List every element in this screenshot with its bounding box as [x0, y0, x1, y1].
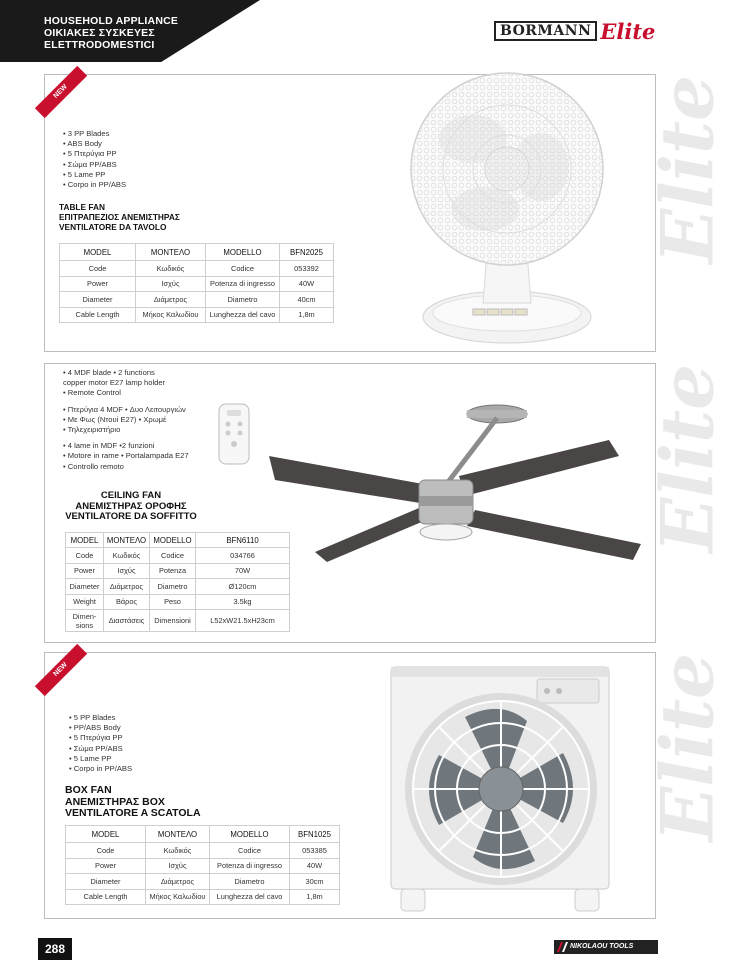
feature-list: [69, 713, 132, 774]
table-cell: L52xW21.5xH23cm: [196, 610, 290, 632]
table-cell: Weight: [66, 594, 104, 610]
table-row: [60, 261, 334, 277]
feature-item: • PP/ABS Body: [69, 723, 121, 733]
table-cell: Code: [60, 261, 136, 277]
table-cell: Power: [66, 858, 146, 874]
table-cell: Power: [60, 276, 136, 292]
table-cell: 40W: [290, 858, 340, 874]
remote-control-image: [215, 402, 253, 466]
category-title-it: ELETTRODOMESTICI: [44, 39, 155, 51]
table-cell: Diameter: [66, 874, 146, 890]
feature-item: • Σώμα PP/ABS: [69, 743, 123, 753]
feature-item: • Τηλεχειριστήριο: [63, 425, 121, 435]
table-header: ΜΟΝΤΕΛΟ: [104, 533, 150, 548]
table-cell: Ισχύς: [104, 563, 150, 579]
table-header: MODEL: [60, 244, 136, 261]
table-cell: Diametro: [206, 292, 280, 308]
table-cell: 053385: [290, 843, 340, 859]
table-cell: Lunghezza del cavo: [206, 307, 280, 323]
table-header: MODELLO: [206, 244, 280, 261]
table-cell: Βάρος: [104, 594, 150, 610]
table-cell: Potenza di ingresso: [206, 276, 280, 292]
logo-sub: Elite: [600, 18, 656, 44]
table-header: MODEL: [66, 826, 146, 843]
feature-item: • 5 Πτερύγια PP: [69, 733, 123, 743]
table-cell: Κωδικός: [104, 548, 150, 564]
table-header: BFN2025: [280, 244, 334, 261]
table-header: ΜΟΝΤΕΛΟ: [146, 826, 210, 843]
feature-item: • Corpo in PP/ABS: [63, 180, 127, 190]
table-cell: Ισχύς: [136, 276, 206, 292]
table-cell: Potenza: [150, 563, 196, 579]
table-row: [66, 610, 290, 632]
table-row: [66, 563, 290, 579]
feature-item: • Controllo remoto: [63, 461, 124, 471]
category-title: [44, 15, 178, 51]
category-title-gr: ΟΙΚΙΑΚΕΣ ΣΥΣΚΕΥΕΣ: [44, 27, 155, 39]
table-cell: Diameter: [60, 292, 136, 308]
table-row: [60, 276, 334, 292]
table-cell: Ισχύς: [146, 858, 210, 874]
ceiling-fan-image: [269, 392, 649, 562]
elite-watermark: Elite: [645, 364, 730, 553]
product-title-en: CEILING FAN: [100, 490, 162, 501]
table-cell: Peso: [150, 594, 196, 610]
table-cell: Dimen- sions: [66, 610, 104, 632]
bormann-elite-logo: [494, 18, 655, 44]
feature-item: • 3 PP Blades: [63, 129, 110, 138]
feature-list: [63, 368, 189, 472]
footer-brand-text: NIKOLAOU TOOLS: [570, 943, 634, 950]
table-cell: Ø120cm: [196, 579, 290, 595]
product-title-it: VENTILATORE DA TAVOLO: [59, 222, 167, 232]
product-title-en: BOX FAN: [65, 784, 112, 796]
product-title-gr: ΑΝΕΜΙΣΤΗΡΑΣ BOX: [65, 795, 165, 808]
feature-item: • Corpo in PP/ABS: [69, 764, 133, 774]
table-cell: 3.5kg: [196, 594, 290, 610]
table-cell: Cable Length: [60, 307, 136, 323]
table-cell: Code: [66, 548, 104, 564]
table-cell: 1,8m: [280, 307, 334, 323]
table-cell: Potenza di ingresso: [210, 858, 290, 874]
feature-item: • Motore in rame • Portalampada E27: [63, 451, 189, 461]
table-cell: Codice: [150, 548, 196, 564]
table-cell: Codice: [206, 261, 280, 277]
table-cell: 40W: [280, 276, 334, 292]
table-header: BFN6110: [196, 533, 290, 548]
table-row: [66, 579, 290, 595]
table-row: [60, 292, 334, 308]
table-cell: Power: [66, 563, 104, 579]
feature-item: • ABS Body: [63, 139, 102, 149]
feature-item: • Πτερύγια 4 MDF • Δυο Λειτουργιών: [63, 404, 186, 414]
table-cell: Κωδικός: [146, 843, 210, 859]
product-title: [59, 491, 203, 523]
product-title-gr: ΕΠΙΤΡΑΠΕΖΙΟΣ ΑΝΕΜΙΣΤΗΡΑΣ: [59, 212, 180, 222]
table-row: [66, 548, 290, 564]
product-panel-ceiling-fan: [44, 363, 730, 643]
table-cell: 034766: [196, 548, 290, 564]
feature-list: [63, 129, 126, 190]
table-cell: Diametro: [210, 874, 290, 890]
table-cell: Μήκος Καλωδίου: [136, 307, 206, 323]
page-number: 288: [38, 938, 72, 960]
product-title: [65, 785, 201, 820]
table-row: [66, 843, 340, 859]
table-cell: Διάμετρος: [146, 874, 210, 890]
nikolaou-tools-logo: [554, 940, 658, 954]
elite-watermark: Elite: [645, 653, 730, 842]
table-fan-image: [381, 77, 631, 353]
new-badge: NEW: [35, 66, 87, 118]
table-header: ΜΟΝΤΕΛΟ: [136, 244, 206, 261]
table-row: [66, 858, 340, 874]
table-cell: 1,8m: [290, 889, 340, 905]
table-cell: Codice: [210, 843, 290, 859]
feature-item: • 4 lame in MDF •2 funzioni: [63, 441, 155, 451]
table-cell: Κωδικός: [136, 261, 206, 277]
feature-item: • 5 Πτερύγια PP: [63, 149, 117, 159]
elite-watermark: Elite: [645, 75, 730, 264]
table-row: [66, 594, 290, 610]
table-header: MODELLO: [210, 826, 290, 843]
table-cell: Διάμετρος: [136, 292, 206, 308]
table-cell: Diametro: [150, 579, 196, 595]
table-header: BFN1025: [290, 826, 340, 843]
logo-brand: BORMANN: [494, 21, 597, 41]
table-cell: Μήκος Καλωδίου: [146, 889, 210, 905]
table-row: [60, 307, 334, 323]
category-title-en: HOUSEHOLD APPLIANCE: [44, 15, 179, 27]
new-badge: NEW: [35, 644, 87, 696]
table-row: [66, 889, 340, 905]
product-title-it: VENTILATORE DA SOFFITTO: [65, 511, 197, 522]
spec-table: [59, 243, 334, 323]
table-cell: 40cm: [280, 292, 334, 308]
feature-item: copper motor E27 lamp holder: [63, 378, 166, 388]
table-header: MODELLO: [150, 533, 196, 548]
spec-table: [65, 532, 290, 632]
spec-table: [65, 825, 340, 905]
feature-item: • Με Φως (Ντουί Ε27) • Χρωμέ: [63, 414, 167, 424]
feature-item: • Remote Control: [63, 388, 121, 398]
table-header: MODEL: [66, 533, 104, 548]
box-fan-image: [387, 665, 615, 919]
feature-item: • 5 Lame PP: [63, 169, 106, 179]
product-title: [59, 202, 180, 232]
product-panel-table-fan: [44, 74, 730, 352]
table-cell: Διαστάσεις: [104, 610, 150, 632]
feature-item: • 4 MDF blade • 2 functions: [63, 368, 155, 377]
page-header: [0, 0, 700, 62]
nikolaou-logo-icon: [557, 942, 568, 952]
table-row: [66, 874, 340, 890]
feature-item: • Σώμα PP/ABS: [63, 159, 117, 169]
table-cell: Dimensioni: [150, 610, 196, 632]
table-cell: Cable Length: [66, 889, 146, 905]
table-cell: Code: [66, 843, 146, 859]
product-panel-box-fan: [44, 652, 730, 919]
feature-item: • 5 PP Blades: [69, 713, 116, 722]
product-title-gr: ΑΝΕΜΙΣΤΗΡΑΣ ΟΡΟΦΗΣ: [75, 500, 187, 512]
product-title-en: TABLE FAN: [59, 202, 105, 212]
table-cell: Διάμετρος: [104, 579, 150, 595]
table-cell: 70W: [196, 563, 290, 579]
feature-item: • 5 Lame PP: [69, 753, 112, 763]
table-cell: Diameter: [66, 579, 104, 595]
table-cell: 053392: [280, 261, 334, 277]
table-cell: Lunghezza del cavo: [210, 889, 290, 905]
product-title-it: VENTILATORE A SCATOLA: [65, 807, 201, 819]
table-cell: 30cm: [290, 874, 340, 890]
